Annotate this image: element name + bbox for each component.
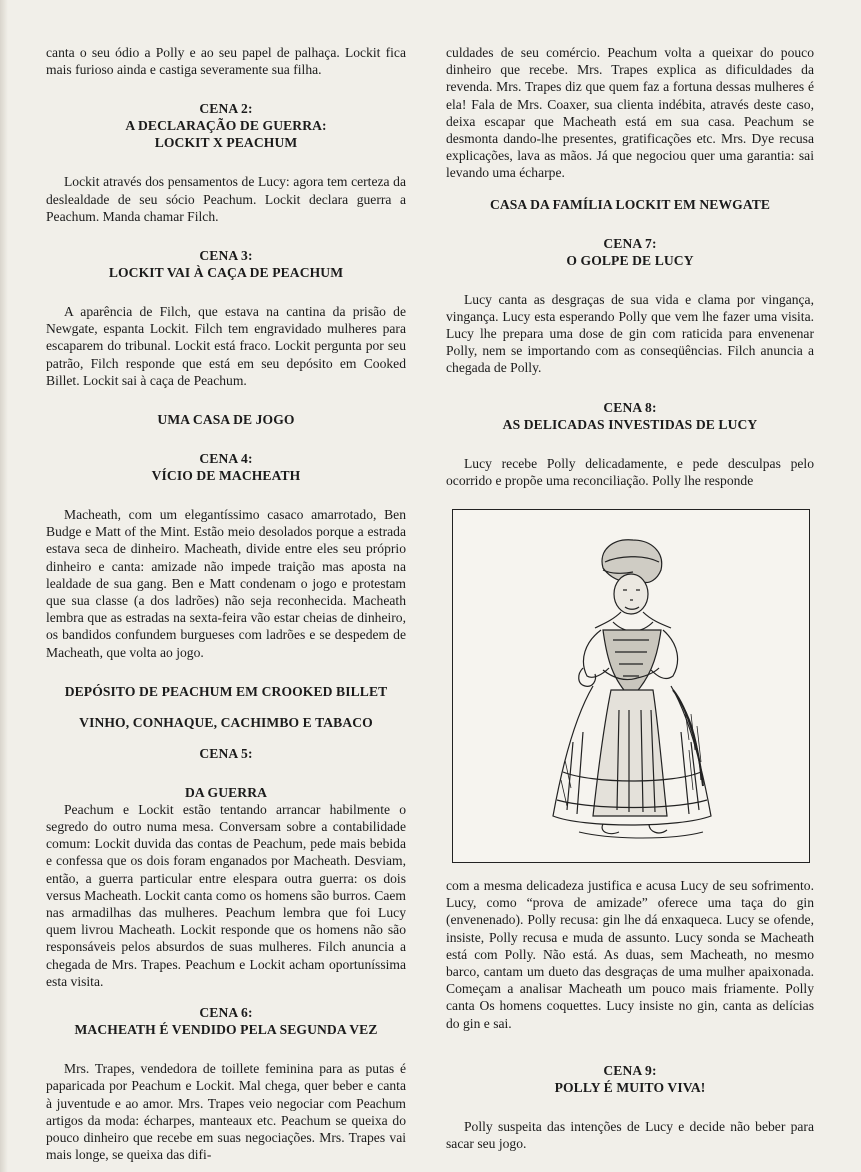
scene-heading: CENA 5: <box>199 745 253 761</box>
paragraph: Macheath, com um elegantíssimo casaco amarrotado, Ben Budge e Matt of the Mint. Estão meio desolados porque a estrada estava seca de dinheiro. Macheath, divide entre eles seu próprio dinheiro e canta: amizade não impede traição mas aposta na lealdade de sua gang. Ben e Matt condenam o jogo e protestam que sua classe (a dos ladrões) não seja reconhecida. Macheath lembra que as estradas na sexta-feira vão estar cheias de dinheiro, os bandidos confundem burgueses com ladrões e se despedem de Macheath, que volta ao jogo. <box>46 507 406 660</box>
scene-heading: CENA 4: <box>199 451 253 467</box>
woman-engraving-icon <box>453 510 808 861</box>
scene-title: LOCKIT VAI À CAÇA DE PEACHUM <box>108 265 344 281</box>
location-heading: UMA CASA DE JOGO <box>157 412 295 428</box>
engraving-illustration <box>452 509 810 863</box>
paragraph: com a mesma delicadeza justifica e acusa Lucy de seu sofrimento. Lucy, como “prova de amizade” oferece uma taça do gin (envenenado). Polly recusa: gin lhe dá enxaqueca. Lucy se ofende, insiste, Polly recusa e muda de assunto. Lucy sonda se Macheath está com Polly. Não está. As duas, sem Macheath, no mesmo barco, cantam um dueto das desgraças de uma mulher apaixonada. Começam a analisar Macheath um pouco mais friamente. Polly canta Os homens coquettes. Lucy insiste no gin, canta as delícias do gin e sai. <box>446 878 814 1031</box>
scene-subtitle: LOCKIT X PEACHUM <box>154 135 298 151</box>
scene-heading: CENA 2: <box>199 101 253 117</box>
left-column <box>46 44 406 1163</box>
scene-title: A DECLARAÇÃO DE GUERRA: <box>125 118 327 134</box>
paragraph: Lockit através dos pensamentos de Lucy: agora tem certeza da deslealdade de seu sócio Peachum. Lockit declara guerra a Peachum. Manda chamar Filch. <box>46 174 406 224</box>
scene-heading: CENA 6: <box>199 1005 253 1021</box>
paragraph: Lucy recebe Polly delicadamente, e pede desculpas pelo ocorrido e propõe uma reconciliação. Polly lhe responde <box>446 455 814 488</box>
scene-heading: CENA 7: <box>603 235 657 251</box>
scene-title: DA GUERRA <box>184 784 268 800</box>
page-edge <box>0 0 8 1172</box>
location-heading: DEPÓSITO DE PEACHUM EM CROOKED BILLET <box>64 683 388 699</box>
scene-title: MACHEATH É VENDIDO PELA SEGUNDA VEZ <box>74 1022 378 1038</box>
scene-title: AS DELICADAS INVESTIDAS DE LUCY <box>502 416 758 432</box>
paragraph: canta o seu ódio a Polly e ao seu papel de palhaça. Lockit fica mais furioso ainda e castiga severamente sua filha. <box>46 45 406 78</box>
scene-heading: CENA 9: <box>603 1062 657 1078</box>
scene-title: POLLY É MUITO VIVA! <box>554 1079 706 1095</box>
scene-heading: CENA 8: <box>603 399 657 415</box>
scene-title: VÍCIO DE MACHEATH <box>151 468 301 484</box>
location-subheading: VINHO, CONHAQUE, CACHIMBO E TABACO <box>79 714 373 730</box>
paragraph: culdades de seu comércio. Peachum volta a queixar do pouco dinheiro que recebe. Mrs. Trapes explica as dificuldades da revenda. Mrs. Trapes diz que quem faz a fortuna dessas mulheres é ela! Fala de Mrs. Coaxer, sua clienta indébita, através deste caso, deixa escapar que Macheath está em sua casa. Peachum se desmonta dando-lhe presentes, gratificações etc. Mrs. Dye recusa explicações, lava as mãos. Já que negociou quer uma garantia: sai levando uma écharpe. <box>446 45 814 181</box>
paragraph: A aparência de Filch, que estava na cantina da prisão de Newgate, espanta Lockit. Filch tem engravidado mulheres para escaparem do tribunal. Lockit está fraco. Lockit pergunta por seu patrão, Filch responde que está em seu depósito em Cooked Billet. Lockit sai à caça de Peachum. <box>46 304 406 388</box>
location-heading: CASA DA FAMÍLIA LOCKIT EM NEWGATE <box>489 196 771 212</box>
paragraph: Mrs. Trapes, vendedora de toillete feminina para as putas é paparicada por Peachum e Lockit. Mal chega, quer beber e canta à juventude e ao amor. Mrs. Trapes veio negociar com Peachum artigos da moda: écharpes, manteaux etc. Peachum se queixa do pouco dinheiro que recebe em suas negociações. Mrs. Trapes vai mais longe, se queixa das difi- <box>46 1061 406 1163</box>
paragraph: Lucy canta as desgraças de sua vida e clama por vingança, vingança. Lucy esta esperando Polly que vem lhe fazer uma visita. Lucy lhe prepara uma dose de gin com raticida para envenenar Polly, nem se importando com as conseqüências. Filch anuncia a chegada de Polly. <box>446 291 814 376</box>
right-column <box>446 44 814 1152</box>
paragraph: Peachum e Lockit estão tentando arrancar habilmente o segredo do outro numa mesa. Conversam sobre a contabilidade comum: Lockit duvida das contas de Peachum, pede mais bebida e confessa que os dois foram enganados por Macheath. Desviam, então, a guerra particular entre elespara outra guerra: os dois versus Macheath. Lockit canta como os homens são burros. Caem nas armadilhas das mulheres. Peachum lembra que foi Lucy quem livrou Macheath. Lockit responde que os homens não são responsáveis pelos absurdos de suas mulheres. Filch anuncia a chegada de Mrs. Trapes. Peachum e Lockit acham oportuníssima esta visita. <box>46 801 406 989</box>
scene-title: O GOLPE DE LUCY <box>566 252 694 268</box>
paragraph: Polly suspeita das intenções de Lucy e decide não beber para sacar seu jogo. <box>446 1118 814 1152</box>
scene-heading: CENA 3: <box>199 248 253 264</box>
